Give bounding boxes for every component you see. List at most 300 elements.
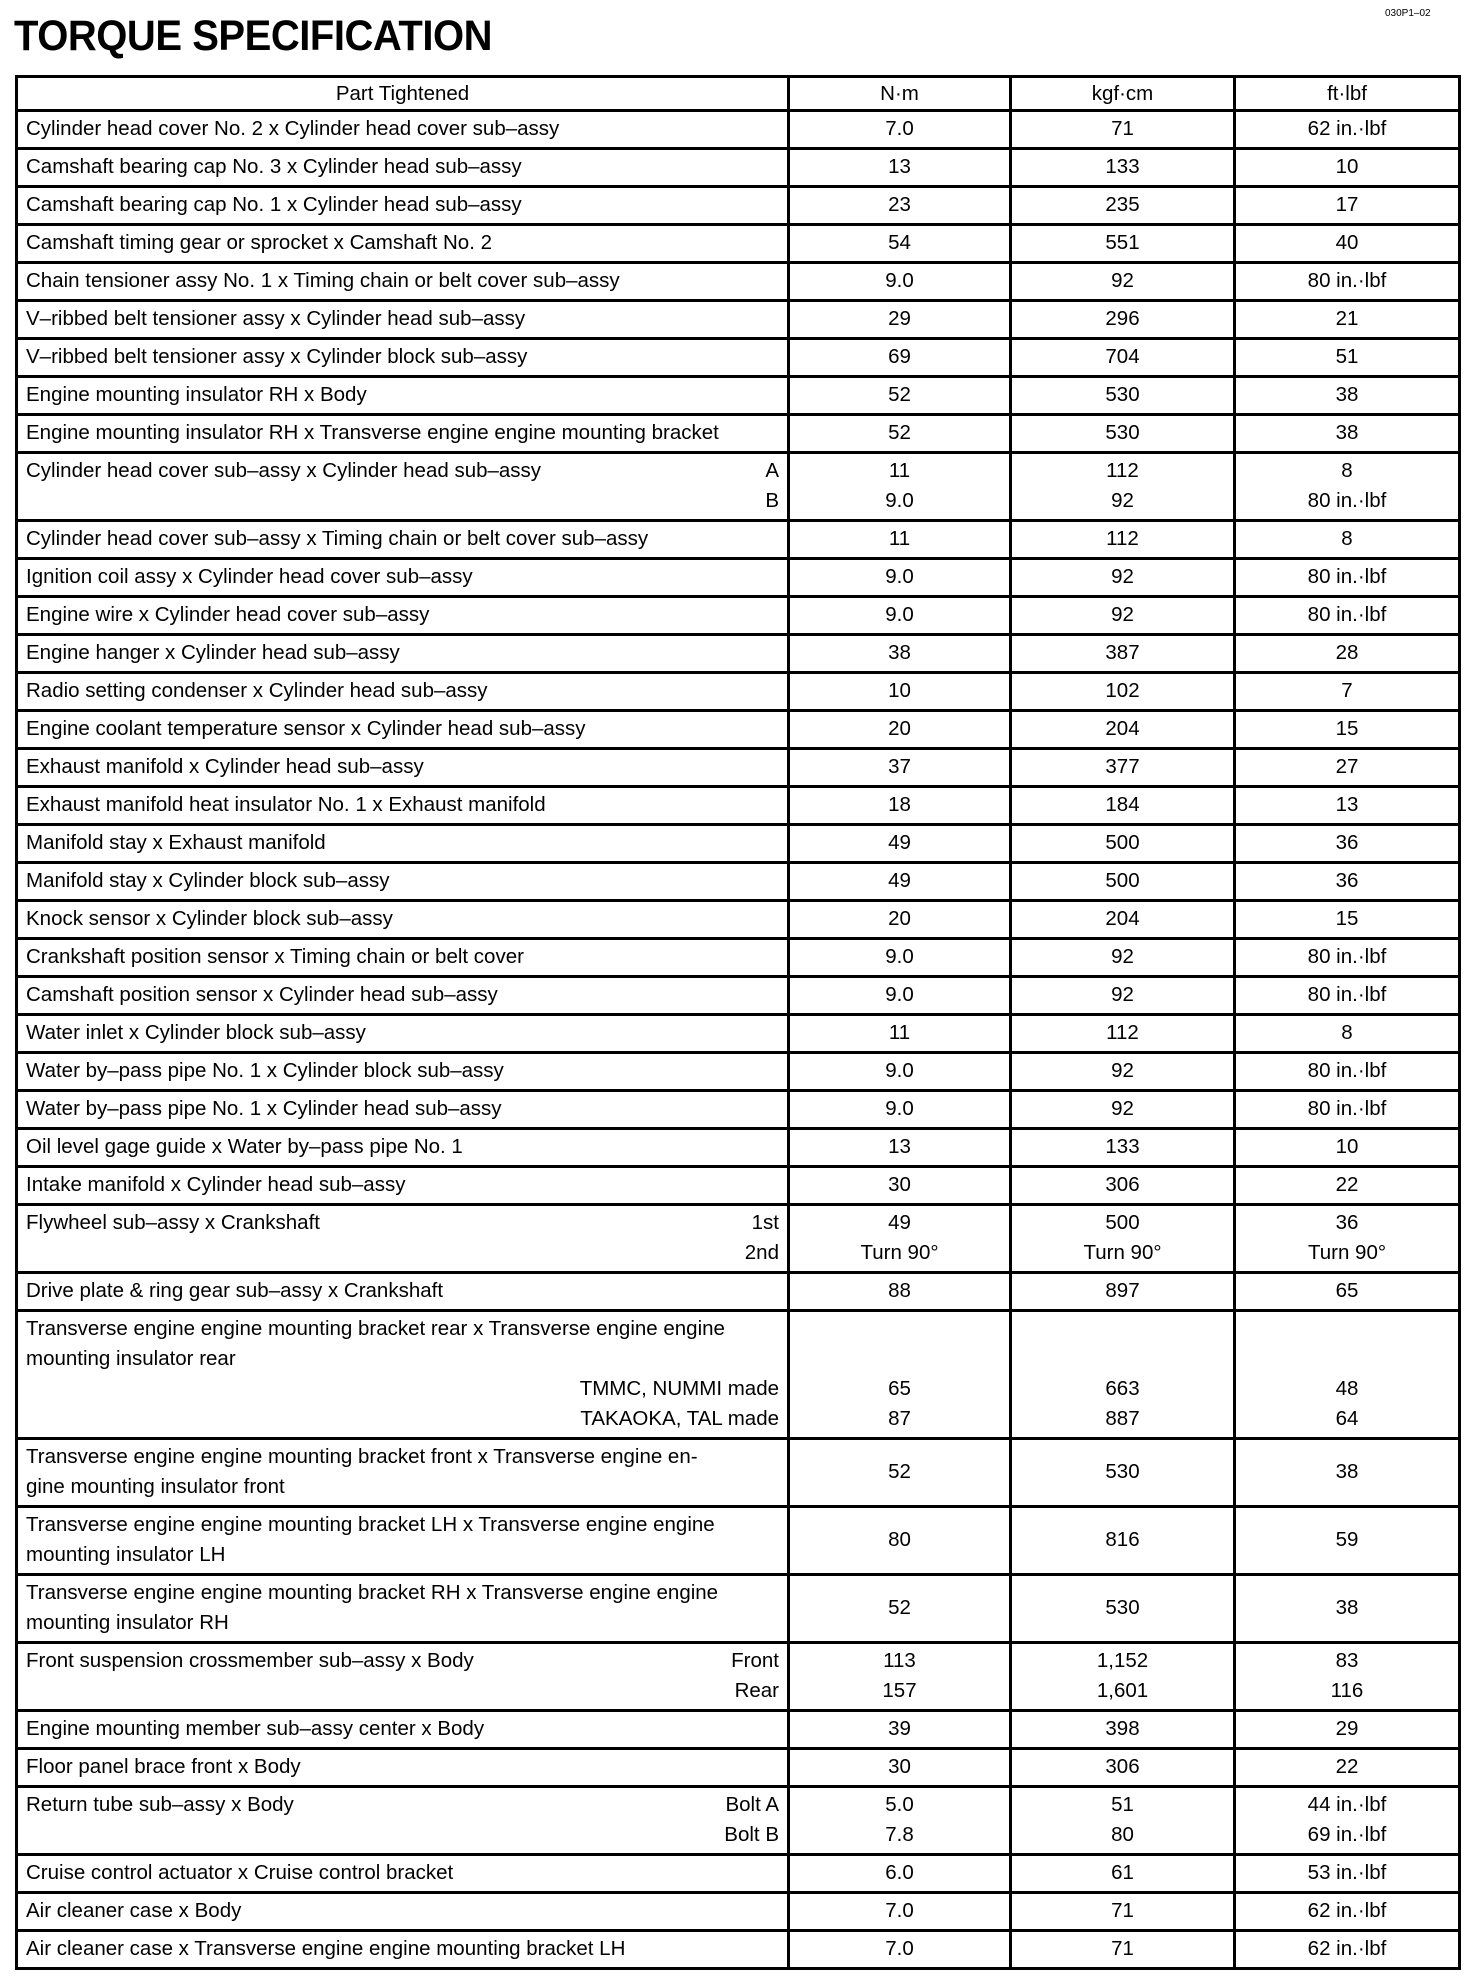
cell-kgf-cm-value: 1,601 [1096,1679,1149,1702]
cell-kgf-cm: 530 [1011,1575,1235,1643]
cell-ft-lbf-value: 36 [1335,1211,1359,1234]
cell-part-tightened [17,901,789,939]
cell-part-tightened [17,711,789,749]
table-row [17,1575,1460,1643]
part-with-sublabels [26,1646,779,1706]
cell-nm [789,1787,1011,1855]
cell-kgf-cm: 306 [1011,1167,1235,1205]
part-with-sublabels [26,1208,779,1268]
cell-ft-lbf: 38 [1235,1575,1460,1643]
table-row [17,1311,1460,1439]
part-name: Water by–pass pipe No. 1 x Cylinder head sub–assy [26,1097,502,1120]
cell-ft-lbf: 62 in.·lbf [1235,1931,1460,1969]
part-name-line: Transverse engine engine mounting bracket rear x Transverse engine engine [26,1317,725,1340]
cell-ft-lbf-value: 116 [1330,1679,1364,1702]
cell-ft-lbf: 40 [1235,225,1460,263]
cell-nm: 7.0 [789,111,1011,149]
cell-ft-lbf [1235,1787,1460,1855]
part-name: Engine mounting member sub–assy center x Body [26,1717,485,1740]
cell-part-tightened [17,1893,789,1931]
part-name: Chain tensioner assy No. 1 x Timing chain or belt cover sub–assy [26,269,620,292]
cell-ft-lbf: 38 [1235,377,1460,415]
table-row [17,901,1460,939]
cell-ft-lbf [1235,453,1460,521]
cell-nm-value: 65 [888,1377,911,1400]
cell-nm: 80 [789,1507,1011,1575]
cell-part-tightened [17,339,789,377]
cell-ft-lbf: 62 in.·lbf [1235,1893,1460,1931]
cell-kgf-cm: 184 [1011,787,1235,825]
table-row [17,1507,1460,1575]
table-row [17,1893,1460,1931]
part-name: Oil level gage guide x Water by–pass pipe No. 1 [26,1135,463,1158]
cell-nm: 54 [789,225,1011,263]
cell-ft-lbf: 80 in.·lbf [1235,939,1460,977]
table-row [17,1855,1460,1893]
cell-ft-lbf: 80 in.·lbf [1235,597,1460,635]
cell-part-tightened [17,1855,789,1893]
table-row [17,559,1460,597]
cell-part-tightened [17,301,789,339]
cell-part-tightened [17,377,789,415]
cell-kgf-cm: 704 [1011,339,1235,377]
cell-ft-lbf: 80 in.·lbf [1235,263,1460,301]
cell-nm: 52 [789,1575,1011,1643]
column-header-kgf-cm: kgf·cm [1011,77,1235,111]
cell-kgf-cm [1011,1787,1235,1855]
sub-label: 2nd [744,1241,779,1264]
sub-label: 1st [751,1211,779,1234]
table-row [17,977,1460,1015]
cell-ft-lbf: 80 in.·lbf [1235,977,1460,1015]
table-header-row [17,77,1460,111]
table-row [17,1931,1460,1969]
column-header-nm: N·m [789,77,1011,111]
spacer [1236,1344,1458,1374]
part-name: Engine mounting insulator RH x Body [26,383,367,406]
part-multiline [26,1578,779,1638]
cell-ft-lbf: 38 [1235,415,1460,453]
cell-ft-lbf-value: Turn 90° [1307,1241,1387,1264]
sub-labels [735,1208,779,1268]
cell-kgf-cm: 92 [1011,1091,1235,1129]
cell-kgf-cm [1011,1205,1235,1273]
cell-nm: 9.0 [789,939,1011,977]
cell-nm: 9.0 [789,977,1011,1015]
cell-part-tightened [17,1749,789,1787]
part-name: Camshaft bearing cap No. 1 x Cylinder head sub–assy [26,193,522,216]
cell-ft-lbf-value: 44 in.·lbf [1307,1793,1387,1816]
cell-kgf-cm: 377 [1011,749,1235,787]
part-name: V–ribbed belt tensioner assy x Cylinder head sub–assy [26,307,526,330]
table-row [17,339,1460,377]
part-name: Water by–pass pipe No. 1 x Cylinder block sub–assy [26,1059,504,1082]
part-name: Exhaust manifold x Cylinder head sub–assy [26,755,424,778]
cell-ft-lbf: 80 in.·lbf [1235,559,1460,597]
part-name: V–ribbed belt tensioner assy x Cylinder block sub–assy [26,345,528,368]
table-row [17,263,1460,301]
part-multiline [26,1314,779,1434]
part-name: Exhaust manifold heat insulator No. 1 x Exhaust manifold [26,793,546,816]
cell-nm: 49 [789,863,1011,901]
cell-ft-lbf: 59 [1235,1507,1460,1575]
cell-nm: 9.0 [789,263,1011,301]
cell-nm: 9.0 [789,559,1011,597]
part-with-sublabels [26,1790,779,1850]
table-row [17,1167,1460,1205]
cell-nm-value: 9.0 [885,489,914,512]
cell-kgf-cm: 816 [1011,1507,1235,1575]
part-name-line: mounting insulator LH [26,1543,226,1566]
cell-ft-lbf: 36 [1235,825,1460,863]
cell-nm: 52 [789,415,1011,453]
cell-kgf-cm-value: 112 [1106,459,1139,482]
cell-ft-lbf: 22 [1235,1167,1460,1205]
column-header-part: Part Tightened [17,77,789,111]
cell-ft-lbf: 62 in.·lbf [1235,111,1460,149]
torque-spec-table [15,75,1461,1970]
spacer [1012,1314,1233,1344]
part-name: Manifold stay x Cylinder block sub–assy [26,869,390,892]
cell-kgf-cm: 500 [1011,863,1235,901]
part-name: Engine wire x Cylinder head cover sub–assy [26,603,430,626]
cell-nm: 7.0 [789,1931,1011,1969]
part-name: Cylinder head cover No. 2 x Cylinder head cover sub–assy [26,117,560,140]
cell-nm: 11 [789,521,1011,559]
cell-part-tightened [17,1053,789,1091]
spacer [1236,1314,1458,1344]
cell-ft-lbf: 13 [1235,787,1460,825]
cell-kgf-cm: 306 [1011,1749,1235,1787]
table-row [17,377,1460,415]
sub-label: Bolt B [724,1823,779,1846]
cell-part-tightened [17,597,789,635]
cell-nm: 52 [789,1439,1011,1507]
cell-ft-lbf: 80 in.·lbf [1235,1091,1460,1129]
cell-kgf-cm: 551 [1011,225,1235,263]
cell-part-tightened [17,1205,789,1273]
cell-kgf-cm [1011,1643,1235,1711]
table-row [17,1205,1460,1273]
part-name: Knock sensor x Cylinder block sub–assy [26,907,393,930]
cell-part-tightened [17,521,789,559]
sub-labels [714,1790,779,1850]
cell-ft-lbf: 17 [1235,187,1460,225]
cell-ft-lbf: 53 in.·lbf [1235,1855,1460,1893]
part-name: Drive plate & ring gear sub–assy x Crankshaft [26,1279,444,1302]
part-name: Cylinder head cover sub–assy x Cylinder head sub–assy [26,459,542,482]
cell-ft-lbf-value: 83 [1335,1649,1359,1672]
cell-nm: 9.0 [789,1053,1011,1091]
table-body [17,111,1460,1969]
cell-nm: 69 [789,339,1011,377]
cell-part-tightened [17,1273,789,1311]
table-row [17,301,1460,339]
cell-ft-lbf-value: 80 in.·lbf [1307,489,1387,512]
part-name-line: Transverse engine engine mounting bracket LH x Transverse engine engine [26,1513,715,1536]
cell-part-tightened [17,1931,789,1969]
cell-nm-value: 87 [888,1407,911,1430]
table-row [17,863,1460,901]
cell-nm: 39 [789,1711,1011,1749]
sub-label: Rear [734,1679,779,1702]
part-multiline [26,1442,779,1502]
table-row [17,1749,1460,1787]
cell-ft-lbf-value: 8 [1341,459,1353,482]
part-name: Camshaft timing gear or sprocket x Camshaft No. 2 [26,231,492,254]
table-row [17,1053,1460,1091]
sub-label: Bolt A [725,1793,779,1816]
table-row [17,149,1460,187]
table-row [17,415,1460,453]
cell-kgf-cm: 92 [1011,263,1235,301]
cell-ft-lbf-value: 48 [1335,1377,1359,1400]
cell-nm: 38 [789,635,1011,673]
table-row [17,1129,1460,1167]
sub-labels [721,1646,779,1706]
spacer [1012,1344,1233,1374]
sub-labels [755,456,779,516]
cell-kgf-cm: 296 [1011,301,1235,339]
cell-kgf-cm: 530 [1011,1439,1235,1507]
cell-kgf-cm: 112 [1011,521,1235,559]
table-row [17,711,1460,749]
table-row [17,673,1460,711]
cell-nm: 37 [789,749,1011,787]
cell-part-tightened [17,111,789,149]
cell-kgf-cm: 500 [1011,825,1235,863]
cell-ft-lbf: 29 [1235,1711,1460,1749]
cell-ft-lbf: 8 [1235,521,1460,559]
cell-part-tightened [17,1311,789,1439]
table-row [17,1273,1460,1311]
part-with-sublabels [26,456,779,516]
cell-nm: 29 [789,301,1011,339]
part-name: Radio setting condenser x Cylinder head sub–assy [26,679,488,702]
cell-part-tightened [17,1015,789,1053]
part-name: Crankshaft position sensor x Timing chain or belt cover [26,945,524,968]
table-row [17,1787,1460,1855]
part-name: Air cleaner case x Transverse engine engine mounting bracket LH [26,1937,626,1960]
cell-kgf-cm-value: 51 [1111,1793,1134,1816]
cell-kgf-cm-value: 92 [1111,489,1134,512]
cell-kgf-cm [1011,453,1235,521]
cell-ft-lbf: 80 in.·lbf [1235,1053,1460,1091]
cell-kgf-cm: 235 [1011,187,1235,225]
cell-ft-lbf: 8 [1235,1015,1460,1053]
cell-nm: 30 [789,1167,1011,1205]
cell-nm: 11 [789,1015,1011,1053]
cell-part-tightened [17,1091,789,1129]
cell-part-tightened [17,187,789,225]
part-name-line: mounting insulator rear [26,1347,236,1370]
cell-kgf-cm: 133 [1011,149,1235,187]
cell-kgf-cm-value: 500 [1105,1211,1140,1234]
cell-part-tightened [17,1439,789,1507]
spacer [790,1314,1009,1344]
cell-nm: 20 [789,711,1011,749]
table-row [17,187,1460,225]
cell-nm: 13 [789,1129,1011,1167]
cell-kgf-cm: 398 [1011,1711,1235,1749]
table-row [17,111,1460,149]
cell-part-tightened [17,825,789,863]
cell-nm-value: 157 [882,1679,917,1702]
sub-label: TAKAOKA, TAL made [580,1407,779,1430]
cell-ft-lbf: 51 [1235,339,1460,377]
cell-nm: 23 [789,187,1011,225]
cell-nm: 20 [789,901,1011,939]
table-row [17,597,1460,635]
cell-kgf-cm: 204 [1011,901,1235,939]
cell-nm-value: 11 [888,459,911,482]
cell-part-tightened [17,1711,789,1749]
table-row [17,1091,1460,1129]
cell-part-tightened [17,1643,789,1711]
document-id: 030P1–02 [1385,8,1431,19]
cell-ft-lbf: 38 [1235,1439,1460,1507]
cell-kgf-cm: 92 [1011,977,1235,1015]
part-name: Cruise control actuator x Cruise control bracket [26,1861,454,1884]
part-name-line: Transverse engine engine mounting bracket front x Transverse engine en- [26,1445,698,1468]
cell-kgf-cm: 530 [1011,415,1235,453]
cell-nm-value: Turn 90° [860,1241,939,1264]
cell-part-tightened [17,787,789,825]
cell-nm: 88 [789,1273,1011,1311]
cell-ft-lbf [1235,1311,1460,1439]
cell-part-tightened [17,863,789,901]
table-row [17,453,1460,521]
cell-part-tightened [17,1507,789,1575]
cell-kgf-cm: 71 [1011,1893,1235,1931]
part-name: Cylinder head cover sub–assy x Timing chain or belt cover sub–assy [26,527,649,550]
page-title: TORQUE SPECIFICATION [14,12,493,60]
part-name: Air cleaner case x Body [26,1899,242,1922]
cell-part-tightened [17,977,789,1015]
part-name-line: gine mounting insulator front [26,1475,285,1498]
cell-part-tightened [17,1167,789,1205]
cell-ft-lbf: 15 [1235,711,1460,749]
part-name: Engine coolant temperature sensor x Cylinder head sub–assy [26,717,586,740]
table-row [17,521,1460,559]
table-row [17,825,1460,863]
cell-kgf-cm-value: 887 [1105,1407,1140,1430]
part-multiline [26,1510,779,1570]
cell-nm: 49 [789,825,1011,863]
cell-kgf-cm: 897 [1011,1273,1235,1311]
part-name: Water inlet x Cylinder block sub–assy [26,1021,366,1044]
part-name: Floor panel brace front x Body [26,1755,301,1778]
table-row [17,635,1460,673]
cell-ft-lbf: 15 [1235,901,1460,939]
cell-nm: 7.0 [789,1893,1011,1931]
cell-part-tightened [17,225,789,263]
cell-nm [789,1311,1011,1439]
cell-nm [789,1205,1011,1273]
cell-kgf-cm: 133 [1011,1129,1235,1167]
cell-kgf-cm-value: 80 [1111,1823,1134,1846]
cell-part-tightened [17,1787,789,1855]
cell-kgf-cm: 204 [1011,711,1235,749]
cell-ft-lbf: 7 [1235,673,1460,711]
cell-ft-lbf: 27 [1235,749,1460,787]
cell-ft-lbf: 22 [1235,1749,1460,1787]
cell-part-tightened [17,1129,789,1167]
cell-nm: 10 [789,673,1011,711]
cell-ft-lbf: 10 [1235,1129,1460,1167]
cell-nm-value: 113 [883,1649,916,1672]
table-row [17,787,1460,825]
cell-nm: 52 [789,377,1011,415]
cell-part-tightened [17,749,789,787]
cell-ft-lbf-value: 69 in.·lbf [1307,1823,1387,1846]
sub-label: A [765,459,779,482]
part-name: Camshaft position sensor x Cylinder head sub–assy [26,983,498,1006]
sub-label: Front [731,1649,779,1672]
table-row [17,225,1460,263]
cell-ft-lbf [1235,1205,1460,1273]
cell-part-tightened [17,559,789,597]
cell-kgf-cm-value: 1,152 [1096,1649,1149,1672]
cell-nm: 18 [789,787,1011,825]
cell-ft-lbf-value: 64 [1335,1407,1359,1430]
cell-ft-lbf: 65 [1235,1273,1460,1311]
cell-nm: 9.0 [789,597,1011,635]
table-row [17,1643,1460,1711]
cell-ft-lbf: 21 [1235,301,1460,339]
cell-ft-lbf [1235,1643,1460,1711]
cell-part-tightened [17,149,789,187]
cell-kgf-cm: 71 [1011,1931,1235,1969]
cell-kgf-cm: 61 [1011,1855,1235,1893]
part-name: Ignition coil assy x Cylinder head cover sub–assy [26,565,473,588]
cell-nm-value: 49 [888,1211,911,1234]
cell-nm: 6.0 [789,1855,1011,1893]
part-name-line: Transverse engine engine mounting bracket RH x Transverse engine engine [26,1581,719,1604]
cell-part-tightened [17,453,789,521]
cell-part-tightened [17,939,789,977]
table-row [17,1711,1460,1749]
cell-ft-lbf: 28 [1235,635,1460,673]
cell-ft-lbf: 36 [1235,863,1460,901]
sub-label: B [765,489,779,512]
cell-kgf-cm: 102 [1011,673,1235,711]
table-row [17,749,1460,787]
table-row [17,939,1460,977]
cell-kgf-cm-value: Turn 90° [1083,1241,1162,1264]
column-header-ft-lbf: ft·lbf [1235,77,1460,111]
part-name: Flywheel sub–assy x Crankshaft [26,1211,320,1234]
cell-part-tightened [17,263,789,301]
sub-label: TMMC, NUMMI made [579,1377,779,1400]
cell-nm: 9.0 [789,1091,1011,1129]
cell-kgf-cm: 112 [1011,1015,1235,1053]
part-name: Engine mounting insulator RH x Transverse engine engine mounting bracket [26,421,719,444]
cell-nm [789,453,1011,521]
part-name: Engine hanger x Cylinder head sub–assy [26,641,400,664]
cell-kgf-cm [1011,1311,1235,1439]
cell-kgf-cm: 92 [1011,597,1235,635]
cell-nm: 30 [789,1749,1011,1787]
cell-kgf-cm: 92 [1011,1053,1235,1091]
part-name: Intake manifold x Cylinder head sub–assy [26,1173,406,1196]
table-row [17,1015,1460,1053]
part-name: Camshaft bearing cap No. 3 x Cylinder head sub–assy [26,155,522,178]
part-name-line: mounting insulator RH [26,1611,229,1634]
cell-kgf-cm: 71 [1011,111,1235,149]
part-name: Front suspension crossmember sub–assy x Body [26,1649,474,1672]
part-name: Return tube sub–assy x Body [26,1793,294,1816]
